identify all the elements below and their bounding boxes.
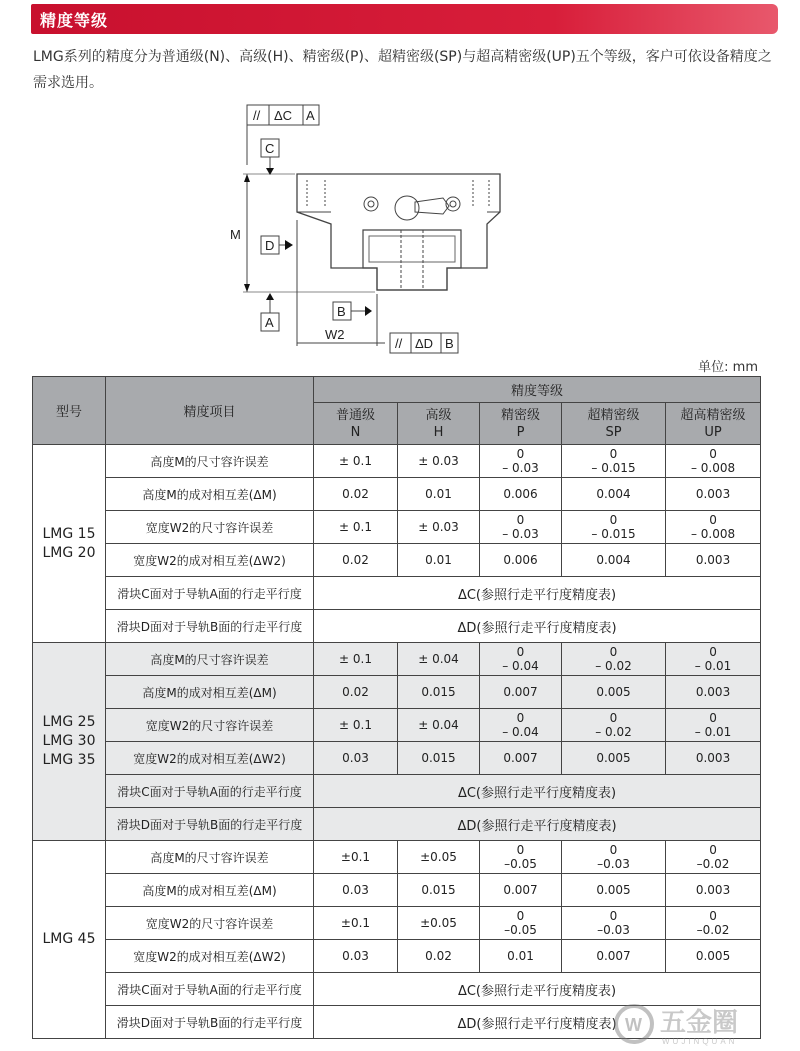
parallelism-note: ΔC(参照行走平行度精度表) [314,577,761,610]
value-cell-p [480,907,562,940]
value-cell-h: ±0.05 [398,907,480,940]
tol-top-datum: A [306,108,315,123]
lower-limit: – 0.01 [694,725,732,739]
datum-d-label: D [265,238,275,253]
tol-top-value: ΔC [274,108,293,123]
model-name: LMG 30 [42,733,96,749]
value-cell-sp [562,643,666,676]
dim-w2-label: W2 [325,327,345,342]
header-grade: 精度等级 [314,377,761,403]
lower-limit: – 0.015 [591,461,636,475]
value-cell-up [666,643,761,676]
table-row [33,676,761,709]
value-cell-n: ± 0.1 [314,511,398,544]
item-label: 宽度W2的尺寸容许误差 [106,511,314,544]
table-row [33,445,761,478]
item-label: 高度M的成对相互差(ΔM) [106,676,314,709]
table-row [33,478,761,511]
header-model: 型号 [33,377,106,445]
value-cell-p [480,511,562,544]
lower-limit: – 0.02 [595,725,632,739]
value-cell-up: 0.005 [666,940,761,973]
table-row [33,874,761,907]
item-label: 宽度W2的尺寸容许误差 [106,709,314,742]
lower-limit: – 0.03 [502,461,539,475]
grade-name: 超精密级 [587,407,640,423]
grade-name: 高级 [425,407,452,423]
tol-bottom-symbol: // [395,336,403,351]
lower-limit: –0.03 [597,923,630,937]
table-row [33,709,761,742]
datum-b-label: B [337,304,346,319]
upper-limit: 0 [609,909,618,923]
parallelism-note: ΔD(参照行走平行度精度表) [314,1006,761,1039]
table-row [33,577,761,610]
parallelism-note: ΔC(参照行走平行度精度表) [314,973,761,1006]
value-cell-p [480,709,562,742]
value-cell-p: 0.007 [480,874,562,907]
lower-limit: – 0.04 [502,659,539,673]
value-cell-p [480,841,562,874]
model-name: LMG 35 [42,752,96,768]
value-cell-sp: 0.004 [562,544,666,577]
parallelism-note: ΔC(参照行走平行度精度表) [314,775,761,808]
value-cell-h: ± 0.03 [398,511,480,544]
value-cell-sp [562,841,666,874]
value-cell-sp [562,511,666,544]
value-cell-h: ± 0.04 [398,709,480,742]
table-row [33,808,761,841]
guide-block-drawing [225,100,515,360]
upper-limit: 0 [516,711,525,725]
value-cell-up: 0.003 [666,874,761,907]
upper-limit: 0 [609,645,618,659]
item-label: 滑块D面对于导轨B面的行走平行度 [106,808,314,841]
grade-header-up [666,403,761,445]
value-cell-up: 0.003 [666,478,761,511]
precision-table [32,376,761,1039]
lower-limit: – 0.008 [690,461,736,475]
grade-name: 精密级 [500,407,540,423]
item-label: 宽度W2的成对相互差(ΔW2) [106,940,314,973]
watermark-pinyin: WUJINQUAN [662,1037,738,1046]
tol-top-symbol: // [253,108,261,123]
value-cell-n: ± 0.1 [314,445,398,478]
lower-limit: –0.05 [504,923,537,937]
watermark-brand: 五金圈 [660,1008,739,1038]
upper-limit: 0 [709,843,717,857]
datum-a-label: A [265,315,274,330]
item-label: 滑块D面对于导轨B面的行走平行度 [106,1006,314,1039]
table-row [33,907,761,940]
value-cell-up [666,841,761,874]
lower-limit: –0.02 [696,857,730,871]
upper-limit: 0 [709,711,717,725]
grade-header-sp [562,403,666,445]
value-cell-p: 0.006 [480,544,562,577]
lower-limit: – 0.015 [591,527,636,541]
upper-limit: 0 [709,513,717,527]
model-cell [33,643,106,841]
value-cell-sp [562,445,666,478]
upper-limit: 0 [709,909,717,923]
value-cell-h: 0.02 [398,940,480,973]
upper-limit: 0 [709,447,717,461]
item-label: 宽度W2的成对相互差(ΔW2) [106,742,314,775]
model-name: LMG 20 [42,544,96,561]
intro-paragraph: LMG系列的精度分为普通级(N)、高级(H)、精密级(P)、超精密级(SP)与超高精密级(UP)五个等级，客户可依设备精度之需求选用。 [33,49,772,91]
grade-header-h [398,403,480,445]
item-label: 高度M的尺寸容许误差 [106,841,314,874]
datum-c-label: C [265,141,275,156]
value-cell-sp: 0.004 [562,478,666,511]
value-cell-up [666,907,761,940]
table-row [33,742,761,775]
value-cell-n: 0.03 [314,874,398,907]
value-cell-n: 0.02 [314,544,398,577]
value-cell-n: 0.03 [314,742,398,775]
value-cell-n: ±0.1 [314,907,398,940]
item-label: 滑块C面对于导轨A面的行走平行度 [106,775,314,808]
table-row [33,841,761,874]
item-label: 滑块C面对于导轨A面的行走平行度 [106,577,314,610]
value-cell-sp: 0.005 [562,874,666,907]
lower-limit: – 0.008 [690,527,736,541]
value-cell-sp: 0.007 [562,940,666,973]
table-row [33,940,761,973]
value-cell-h: 0.01 [398,544,480,577]
value-cell-h: 0.015 [398,742,480,775]
value-cell-p [480,643,562,676]
lower-limit: –0.05 [504,857,537,871]
model-name: LMG 15 [42,525,96,542]
value-cell-n: ±0.1 [314,841,398,874]
value-cell-n: ± 0.1 [314,709,398,742]
upper-limit: 0 [609,711,618,725]
value-cell-p [480,445,562,478]
value-cell-p: 0.007 [480,676,562,709]
table-row [33,610,761,643]
grade-code: P [516,424,525,440]
value-cell-h: 0.015 [398,676,480,709]
grade-header-n [314,403,398,445]
value-cell-h: ± 0.03 [398,445,480,478]
value-cell-sp [562,907,666,940]
value-cell-up: 0.003 [666,544,761,577]
item-label: 高度M的尺寸容许误差 [106,643,314,676]
tol-bottom-datum: B [445,336,454,351]
grade-code: N [350,424,361,440]
upper-limit: 0 [516,447,525,461]
grade-name: 普通级 [335,407,375,423]
item-label: 高度M的成对相互差(ΔM) [106,874,314,907]
value-cell-up [666,511,761,544]
item-label: 高度M的成对相互差(ΔM) [106,478,314,511]
value-cell-up: 0.003 [666,742,761,775]
lower-limit: – 0.01 [694,659,732,673]
lower-limit: – 0.02 [595,659,632,673]
grade-code: SP [605,424,622,440]
table-row [33,544,761,577]
dim-m-label: M [230,227,241,242]
parallelism-note: ΔD(参照行走平行度精度表) [314,808,761,841]
value-cell-sp: 0.005 [562,676,666,709]
upper-limit: 0 [609,447,618,461]
item-label: 宽度W2的成对相互差(ΔW2) [106,544,314,577]
model-name: LMG 25 [42,714,96,730]
item-label: 滑块C面对于导轨A面的行走平行度 [106,973,314,1006]
value-cell-p: 0.01 [480,940,562,973]
svg-text:W: W [625,1015,642,1035]
section-header [31,4,778,34]
upper-limit: 0 [516,645,525,659]
item-label: 宽度W2的尺寸容许误差 [106,907,314,940]
table-row [33,643,761,676]
value-cell-h: ± 0.04 [398,643,480,676]
grade-code: UP [704,424,722,440]
value-cell-h: 0.015 [398,874,480,907]
parallelism-note: ΔD(参照行走平行度精度表) [314,610,761,643]
grade-code: H [433,424,444,440]
value-cell-p: 0.006 [480,478,562,511]
value-cell-up [666,445,761,478]
upper-limit: 0 [609,513,618,527]
model-name: LMG 45 [42,931,96,947]
upper-limit: 0 [709,645,717,659]
watermark-logo [612,1001,792,1047]
upper-limit: 0 [516,909,525,923]
upper-limit: 0 [516,843,525,857]
upper-limit: 0 [609,843,618,857]
header-item: 精度项目 [106,377,314,445]
table-row [33,775,761,808]
lower-limit: – 0.03 [502,527,539,541]
value-cell-sp [562,709,666,742]
item-label: 高度M的尺寸容许误差 [106,445,314,478]
grade-header-p [480,403,562,445]
value-cell-p: 0.007 [480,742,562,775]
model-cell [33,445,106,643]
lower-limit: –0.02 [696,923,730,937]
item-label: 滑块D面对于导轨B面的行走平行度 [106,610,314,643]
section-title: 精度等级 [40,11,109,30]
value-cell-up: 0.003 [666,676,761,709]
value-cell-n: ± 0.1 [314,643,398,676]
upper-limit: 0 [516,513,525,527]
value-cell-up [666,709,761,742]
value-cell-h: ±0.05 [398,841,480,874]
value-cell-sp: 0.005 [562,742,666,775]
unit-label: 单位: mm [698,360,758,375]
model-cell [33,841,106,1039]
value-cell-n: 0.03 [314,940,398,973]
value-cell-h: 0.01 [398,478,480,511]
value-cell-n: 0.02 [314,478,398,511]
lower-limit: – 0.04 [502,725,539,739]
lower-limit: –0.03 [597,857,630,871]
grade-name: 超高精密级 [680,407,746,423]
value-cell-n: 0.02 [314,676,398,709]
tol-bottom-value: ΔD [415,336,434,351]
table-row [33,511,761,544]
